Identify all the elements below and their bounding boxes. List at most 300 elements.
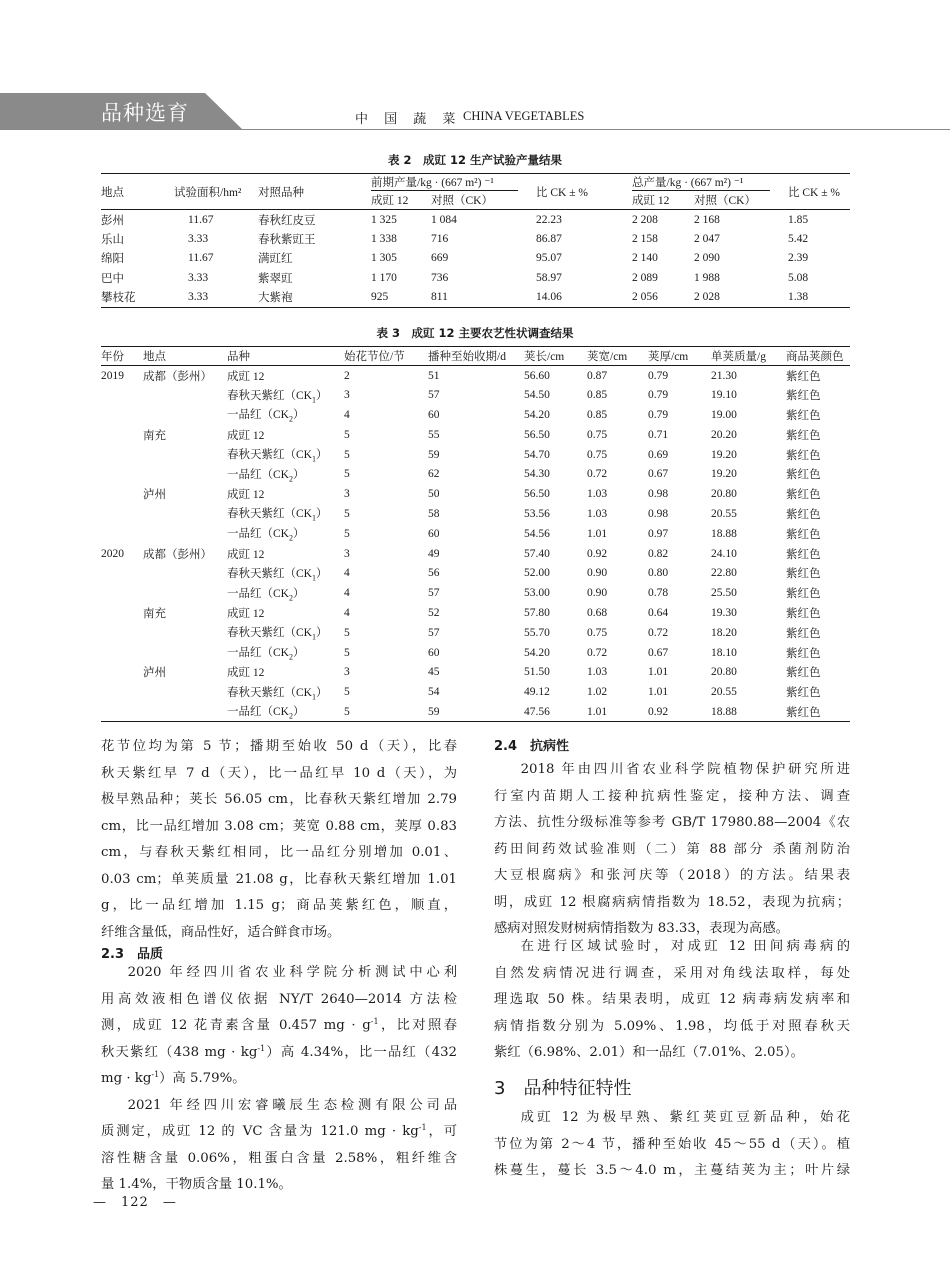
table-cell: 56.60: [524, 369, 550, 382]
text-line: 极早熟品种；荚长 56.05 cm，比春秋天紫红增加 2.79: [101, 792, 457, 807]
t2-header-ratio2: 比 CK ± %: [788, 174, 850, 210]
table-cell: 0.69: [648, 448, 669, 461]
text-line: 方法、抗性分级标准等参考 GB/T 17980.88—2004《农: [494, 815, 850, 830]
table-cell: 0.79: [648, 369, 669, 382]
subscript: 1: [311, 513, 316, 523]
table-cell: 0.67: [648, 646, 669, 659]
subscript: 2: [288, 474, 293, 484]
table-cell: 54.50: [524, 389, 550, 402]
t2-header-variety: 成豇 12: [371, 195, 409, 208]
table-row: [101, 288, 850, 308]
table-cell: 58.97: [536, 272, 562, 285]
table-cell: 0.68: [587, 606, 608, 619]
table-cell: 5: [344, 507, 350, 520]
table-cell: 绵阳: [101, 253, 124, 266]
table-cell: 20.55: [711, 686, 737, 699]
table-cell: 0.71: [648, 428, 669, 441]
table-cell: 乐山: [101, 233, 124, 246]
table-cell: 52.00: [524, 567, 550, 580]
table-cell: 56.50: [524, 488, 550, 501]
text-line: 节位为第 2～4 节，播种至始收 45～55 d（天）。植: [494, 1136, 850, 1152]
table-cell: 一品红$(CK_2)$: [227, 706, 305, 721]
table-cell: 0.75: [587, 448, 608, 461]
table-cell: 51: [428, 369, 440, 382]
table-cell: 0.79: [648, 408, 669, 421]
table-cell: 56: [428, 567, 440, 580]
text-line: 明，成豇 12 根腐病病情指数为 18.52，表现为抗病；: [494, 894, 850, 910]
table-cell: 20.80: [711, 488, 737, 501]
table-cell: 18.88: [711, 527, 737, 540]
table-cell: [101, 603, 143, 623]
table-cell: [143, 385, 227, 405]
text-span: ，比对照春: [378, 1018, 457, 1033]
text-span: ）高 4.34%，比一品红（432: [265, 1044, 457, 1060]
table-cell: [143, 524, 227, 544]
table-cell: 成都（彭州）: [143, 548, 212, 561]
text-line: [101, 1040, 457, 1067]
text-span: mg · kg: [101, 1071, 152, 1086]
table-cell: 春秋天紫红$(CK_1)$: [227, 686, 328, 701]
table-cell: 0.80: [648, 567, 669, 580]
table-cell: 5: [344, 626, 350, 639]
text-line: 理选取 50 株。结果表明，成豇 12 病毒病发病率和: [494, 992, 850, 1007]
subscript: 2: [288, 592, 293, 602]
table-cell: 成豇 12: [227, 548, 265, 561]
table-cell: 泸州: [143, 667, 166, 680]
table-row: [101, 682, 850, 702]
table-cell: [101, 682, 143, 702]
table-cell: 1.01: [648, 686, 669, 699]
table-row: [101, 229, 850, 249]
table-row: [101, 544, 850, 564]
table-cell: 3.33: [188, 291, 209, 304]
table-cell: 0.85: [587, 408, 608, 421]
table-cell: 0.78: [648, 587, 669, 600]
text-line: 2021 年经四川宏睿曦辰生态检测有限公司品: [127, 1097, 457, 1113]
table-cell: [143, 504, 227, 524]
table-cell: 57.80: [524, 606, 550, 619]
table-cell: [143, 464, 227, 484]
table-cell: 2 208: [632, 213, 658, 226]
table-cell: 紫红色: [786, 429, 821, 442]
text-line: g，比一品红增加 1.15 g；商品荚紫红色，顺直，: [101, 898, 457, 913]
text-span: 测，成豇 12 花青素含量 0.457 mg · g: [101, 1018, 371, 1033]
section-3-heading: 3 品种特征特性: [494, 1078, 632, 1099]
table-cell: 1 084: [431, 213, 457, 226]
table-cell: 3: [344, 488, 350, 501]
table-cell: 2 140: [632, 252, 658, 265]
table-cell: 成豇 12: [227, 489, 265, 502]
table-cell: 0.72: [587, 646, 608, 659]
table-cell: 2 168: [694, 213, 720, 226]
t2-header-total: 总产量/kg · (667 m²) ⁻¹: [632, 174, 770, 191]
table-cell: [101, 563, 143, 583]
table-cell: 5.42: [788, 232, 809, 245]
table-cell: 925: [371, 291, 389, 304]
subscript: 1: [311, 573, 316, 583]
text-span: ，可: [426, 1124, 457, 1139]
table-cell: 紫红色: [786, 627, 821, 640]
table-cell: 3.33: [188, 232, 209, 245]
table-cell: 3.33: [188, 272, 209, 285]
table-cell: 1 988: [694, 272, 720, 285]
table-cell: 669: [431, 252, 449, 265]
table-cell: 一品红$(CK_2)$: [227, 409, 305, 424]
table-cell: 紫红色: [786, 647, 821, 660]
table-cell: 11.67: [188, 213, 214, 226]
table-cell: 紫红色: [786, 667, 821, 680]
table-cell: [101, 504, 143, 524]
table-row: [101, 603, 850, 623]
table-cell: 55: [428, 428, 440, 441]
text-line: 行室内苗期人工接种抗病性鉴定，接种方法、调查: [494, 788, 850, 804]
text-line: [101, 1119, 457, 1146]
table-cell: 62: [428, 468, 440, 481]
table-row: [101, 702, 850, 722]
table-row: [101, 425, 850, 445]
subscript: 1: [311, 632, 316, 642]
text-line: 纤维含量低，商品性好，适合鲜食市场。: [101, 924, 341, 940]
table3-caption: 表 3 成豇 12 主要农艺性状调查结果: [376, 326, 574, 340]
text-line: 感病对照发财树病情指数为 83.33，表现为高感。: [494, 921, 789, 936]
table-cell: [143, 643, 227, 663]
table-cell: 19.20: [711, 448, 737, 461]
table-cell: 49: [428, 547, 440, 560]
table-cell: 紫红色: [786, 528, 821, 541]
text-line: [101, 1013, 457, 1040]
table-cell: 2.39: [788, 252, 809, 265]
table-cell: 716: [431, 232, 449, 245]
table-cell: 0.97: [648, 527, 669, 540]
table-cell: 一品红$(CK_2)$: [227, 468, 305, 484]
table-cell: 18.20: [711, 626, 737, 639]
t2-header-ck: 对照（CK）: [431, 195, 493, 208]
table-cell: [143, 702, 227, 722]
table-cell: 春秋紫豇王: [258, 233, 316, 246]
table-cell: 5: [344, 705, 350, 718]
text-line: 用高效液相色谱仪依据 NY/T 2640—2014 方法检: [101, 991, 457, 1007]
table-cell: 春秋天紫红$(CK_1)$: [227, 627, 328, 642]
text-line: 2020 年经四川省农业科学院分析测试中心利: [127, 965, 457, 980]
table-cell: 紫红色: [786, 548, 821, 561]
table-cell: 一品红$(CK_2)$: [227, 587, 305, 602]
table-cell: 4: [344, 587, 350, 600]
table-cell: 紫翠豇: [258, 273, 293, 286]
table-cell: [143, 682, 227, 702]
subscript: 2: [288, 414, 293, 424]
table-cell: 54.70: [524, 448, 550, 461]
subscript: 1: [311, 394, 316, 404]
text-line: 在进行区域试验时，对成豇 12 田间病毒病的: [520, 939, 850, 954]
table-cell: 19.10: [711, 389, 737, 402]
text-line: 花节位均为第 5 节；播期至始收 50 d（天），比春: [101, 739, 457, 754]
table-cell: 彭州: [101, 214, 124, 227]
table-cell: 20.80: [711, 666, 737, 679]
table-cell: 0.79: [648, 389, 669, 402]
table-header-cell: 商品荚颜色: [786, 351, 844, 363]
table-cell: 紫红色: [786, 390, 821, 403]
table-cell: 51.50: [524, 666, 550, 679]
table-cell: 60: [428, 408, 440, 421]
table-cell: 南充: [143, 607, 166, 620]
t2-header-variety: 成豇 12: [632, 195, 670, 208]
table-cell: 春秋天紫红$(CK_1)$: [227, 389, 328, 404]
table-cell: [143, 563, 227, 583]
t2-header-ratio: 比 CK ± %: [536, 174, 632, 210]
table-cell: 54: [428, 686, 440, 699]
table-cell: 春秋天紫红$(CK_1)$: [227, 508, 328, 523]
page-number: — 122 —: [93, 1195, 177, 1210]
table-cell: 5.08: [788, 272, 809, 285]
text-line: 量 1.4%，干物质含量 10.1%。: [101, 1177, 292, 1192]
text-span: 秋天紫红（438 mg · kg: [101, 1044, 258, 1060]
subscript: 2: [288, 533, 293, 543]
subscript: 2: [288, 711, 293, 721]
table-cell: 0.92: [648, 705, 669, 718]
table-header-cell: 地点: [143, 351, 166, 363]
table-cell: 紫红色: [786, 588, 821, 601]
table-cell: 0.75: [587, 428, 608, 441]
table-cell: 47.56: [524, 705, 550, 718]
table-cell: 1 170: [371, 272, 397, 285]
table-cell: 14.06: [536, 291, 562, 304]
table-cell: 2 158: [632, 232, 658, 245]
table-cell: [101, 623, 143, 643]
table-cell: 紫红色: [786, 508, 821, 521]
table-cell: [143, 445, 227, 465]
table-cell: 0.82: [648, 547, 669, 560]
table-cell: 南充: [143, 429, 166, 442]
table-cell: 3: [344, 389, 350, 402]
t2-header-early: 前期产量/kg · (667 m²) ⁻¹: [371, 174, 518, 191]
table-cell: 一品红$(CK_2)$: [227, 528, 305, 543]
table-cell: 一品红$(CK_2)$: [227, 646, 305, 662]
table-cell: 0.92: [587, 547, 608, 560]
table-cell: 2020: [101, 547, 124, 560]
superscript: -1: [257, 1043, 266, 1053]
table-cell: [101, 425, 143, 445]
t2-header-site: 地点: [101, 174, 174, 210]
text-line: 自然发病情况进行调查，采用对角线法取样，每处: [494, 965, 850, 981]
table-cell: 1.01: [648, 666, 669, 679]
table-cell: 0.98: [648, 488, 669, 501]
table-cell: 53.00: [524, 587, 550, 600]
superscript: -1: [418, 1123, 427, 1132]
table-cell: 大紫袍: [258, 292, 293, 305]
table-cell: 0.67: [648, 468, 669, 481]
table-header-cell: 始花节位/节: [344, 351, 405, 363]
table-cell: 57.40: [524, 547, 550, 560]
t2-header-control: 对照品种: [258, 174, 371, 210]
table-cell: 45: [428, 666, 440, 679]
table-cell: 19.30: [711, 606, 737, 619]
table-cell: 2: [344, 369, 350, 382]
table-cell: 18.10: [711, 646, 737, 659]
table-cell: 59: [428, 448, 440, 461]
table-cell: 成都（彭州）: [143, 370, 212, 383]
table-cell: 5: [344, 527, 350, 540]
table-cell: 紫红色: [786, 706, 821, 719]
text-line: 大豆根腐病》和张河庆等（2018）的方法。结果表: [494, 868, 850, 883]
superscript: -1: [151, 1070, 160, 1079]
table-cell: 55.70: [524, 626, 550, 639]
table-cell: 2 090: [694, 252, 720, 265]
text-line: 成豇 12 为极早熟、紫红荚豇豆新品种，始花: [520, 1110, 850, 1125]
table-cell: 86.87: [536, 232, 562, 245]
table-cell: 0.64: [648, 606, 669, 619]
table-cell: 2 047: [694, 232, 720, 245]
table-cell: 0.90: [587, 587, 608, 600]
subscript: 2: [288, 652, 293, 662]
table-cell: [143, 583, 227, 603]
table-header-cell: 品种: [227, 351, 250, 363]
table-row: [101, 464, 850, 484]
subscript: 1: [311, 691, 316, 701]
table-row: [101, 210, 850, 230]
table3: [101, 346, 850, 722]
table-cell: 2019: [101, 369, 124, 382]
table-row: [101, 662, 850, 682]
table-cell: 紫红色: [786, 607, 821, 620]
table-cell: 紫红色: [786, 449, 821, 462]
section-2-3-heading: 2.3 品质: [101, 947, 164, 962]
t2-header-area: 试验面积/hm²: [174, 174, 258, 210]
table-cell: 攀枝花: [101, 292, 136, 305]
header-rule: [0, 129, 950, 130]
table-cell: 0.85: [587, 389, 608, 402]
table-cell: 泸州: [143, 489, 166, 502]
table-cell: 3: [344, 666, 350, 679]
table-cell: [101, 464, 143, 484]
table-cell: 4: [344, 567, 350, 580]
table-cell: 57: [428, 389, 440, 402]
table2: [101, 173, 850, 308]
table-cell: 1 305: [371, 252, 397, 265]
table-cell: 0.90: [587, 567, 608, 580]
table-cell: 20.55: [711, 507, 737, 520]
table-row: [101, 583, 850, 603]
table-cell: 11.67: [188, 252, 214, 265]
table-cell: 5: [344, 468, 350, 481]
text-line: 溶性糖含量 0.06%，粗蛋白含量 2.58%，粗纤维含: [101, 1150, 457, 1166]
subscript: 1: [311, 454, 316, 464]
table-cell: 54.30: [524, 468, 550, 481]
table-row: [101, 366, 850, 386]
table-cell: 50: [428, 488, 440, 501]
table-cell: 5: [344, 428, 350, 441]
table-cell: 1.03: [587, 507, 608, 520]
table-cell: 3: [344, 547, 350, 560]
table-cell: 1.01: [587, 705, 608, 718]
table-cell: 成豇 12: [227, 667, 265, 680]
table-cell: 57: [428, 587, 440, 600]
table-cell: [101, 583, 143, 603]
table-row: [101, 249, 850, 269]
t2-header-ck: 对照（CK）: [694, 195, 756, 208]
table-cell: 0.72: [648, 626, 669, 639]
table-cell: [143, 623, 227, 643]
table-cell: 5: [344, 686, 350, 699]
text-line: 0.03 cm；单荚质量 21.08 g，比春秋天紫红增加 1.01: [101, 871, 457, 887]
table-header-cell: 荚长/cm: [524, 351, 565, 363]
table-cell: 736: [431, 272, 449, 285]
text-line: 病情指数分别为 5.09%、1.98，均低于对照春秋天: [494, 1018, 850, 1034]
table-cell: 1.03: [587, 666, 608, 679]
table-cell: 紫红色: [786, 568, 821, 581]
table-cell: 18.88: [711, 705, 737, 718]
table-cell: 4: [344, 408, 350, 421]
journal-name-cn: 中 国 蔬 菜: [355, 112, 462, 127]
text-line: 株蔓生，蔓长 3.5～4.0 m，主蔓结荚为主；叶片绿: [494, 1163, 850, 1178]
table-header-cell: 荚宽/cm: [587, 351, 628, 363]
table-cell: 95.07: [536, 252, 562, 265]
journal-name-en: CHINA VEGETABLES: [463, 109, 585, 123]
text-span: ）高 5.79%。: [159, 1071, 246, 1086]
table-cell: 4: [344, 606, 350, 619]
table-cell: [143, 405, 227, 425]
table-cell: 52: [428, 606, 440, 619]
table-cell: 19.20: [711, 468, 737, 481]
table-cell: 满豇红: [258, 253, 293, 266]
table-cell: 1.85: [788, 213, 809, 226]
table-row: [101, 563, 850, 583]
table-cell: 21.30: [711, 369, 737, 382]
table-row: [101, 504, 850, 524]
text-line: 2018 年由四川省农业科学院植物保护研究所进: [520, 762, 850, 777]
table-cell: 2 089: [632, 272, 658, 285]
table-cell: 0.98: [648, 507, 669, 520]
right-paragraph-2: [494, 934, 850, 1067]
table-cell: 54.20: [524, 408, 550, 421]
table-cell: 巴中: [101, 273, 124, 286]
superscript: -1: [370, 1017, 379, 1026]
table-cell: 1 338: [371, 232, 397, 245]
table-cell: 紫红色: [786, 469, 821, 482]
table-cell: [101, 662, 143, 682]
table-cell: 54.56: [524, 527, 550, 540]
table-cell: 58: [428, 507, 440, 520]
left-paragraph-2: [101, 960, 457, 1199]
table-cell: [101, 385, 143, 405]
table-row: [101, 385, 850, 405]
table-cell: 1.01: [587, 527, 608, 540]
left-paragraph-1: [101, 734, 457, 946]
table-cell: 2 056: [632, 291, 658, 304]
table-cell: 成豇 12: [227, 370, 265, 383]
table-cell: 1.38: [788, 291, 809, 304]
table-cell: 59: [428, 705, 440, 718]
table-cell: [101, 445, 143, 465]
table-cell: 春秋天紫红$(CK_1)$: [227, 567, 328, 583]
table-cell: 1.03: [587, 488, 608, 501]
right-paragraph-3: [494, 1105, 850, 1185]
table-cell: 紫红色: [786, 409, 821, 422]
table-cell: 60: [428, 646, 440, 659]
table-cell: 成豇 12: [227, 429, 265, 442]
table-cell: 1.02: [587, 686, 608, 699]
table-row: [101, 405, 850, 425]
table2-caption: 表 2 成豇 12 生产试验产量结果: [387, 153, 562, 167]
table-cell: 22.23: [536, 213, 562, 226]
table-cell: 49.12: [524, 686, 550, 699]
table-row: [101, 445, 850, 465]
table-header-cell: 单荚质量/g: [711, 351, 766, 363]
table-cell: 24.10: [711, 547, 737, 560]
table-cell: 2 028: [694, 291, 720, 304]
table-cell: 60: [428, 527, 440, 540]
table-header-cell: 荚厚/cm: [648, 351, 689, 363]
text-line: 秋天紫红早 7 d（天），比一品红早 10 d（天），为: [101, 765, 457, 781]
